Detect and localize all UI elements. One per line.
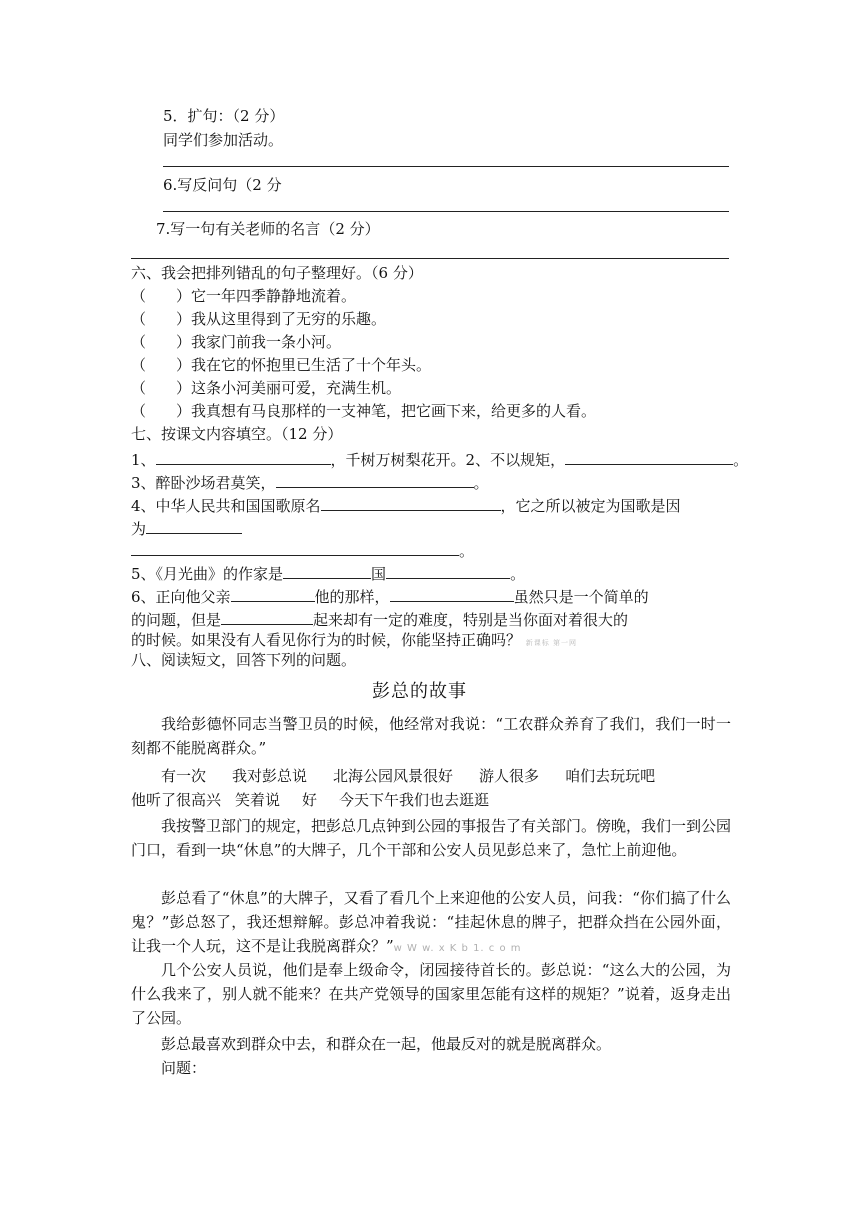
story-title: 彭总的故事 [372, 681, 467, 702]
fill-6-end: 虽然只是一个简单的 [513, 588, 649, 606]
fill-1-prefix: 1、 [131, 451, 156, 469]
p2-fragment: 北海公园风景很好 [333, 767, 454, 785]
fill-4-middle: ，它之所以被定为国歌是因 [500, 497, 681, 515]
fill-line-1 [131, 447, 748, 470]
q5-sentence: 同学们参加活动。 [163, 131, 284, 149]
story-paragraph-2b [131, 790, 489, 810]
watermark-1: 新课标 第一网 [525, 639, 578, 647]
fill-1-middle: ，千树万树梨花开。2、不以规矩， [330, 451, 566, 469]
p2-fragment: 我对彭总说 [232, 767, 308, 785]
fill-line-4c [131, 538, 474, 561]
section7-heading: 七、按课文内容填空。（12 分） [131, 425, 343, 443]
p2-fragment: 有一次 [161, 767, 207, 785]
fill-line-6b [131, 607, 628, 630]
fill-6-prefix: 6、正向他父亲 [131, 588, 231, 606]
p2-fragment: 好 [302, 791, 318, 809]
section6-item[interactable]: （ ）我真想有马良那样的一支神笔，把它画下来，给更多的人看。 [131, 402, 597, 420]
fill-line-4b [131, 516, 242, 539]
section6-item[interactable]: （ ）我家门前我一条小河。 [131, 333, 342, 351]
blank-7[interactable] [283, 561, 371, 579]
fill-4b-prefix: 为 [131, 520, 147, 538]
blank-11[interactable] [221, 607, 313, 625]
section8-heading: 八、阅读短文，回答下列的问题。 [131, 651, 357, 669]
section6-heading: 六、我会把排列错乱的句子整理好。（6 分） [131, 264, 423, 282]
fill-6-middle: 他的那样， [314, 588, 390, 606]
q7-answer-line[interactable] [131, 258, 729, 259]
fill-line-5 [131, 561, 525, 584]
fill-line-6 [131, 584, 649, 607]
q5-answer-line[interactable] [163, 166, 729, 167]
p2-fragment: 今天下午我们也去逛逛 [339, 791, 490, 809]
blank-6[interactable] [131, 538, 459, 556]
story-paragraph-1: 我给彭德怀同志当警卫员的时候，他经常对我说：“工农群众养育了我们，我们一时一刻都不能脱离群众。” [131, 715, 731, 757]
p2-fragment: 他听了很高兴 [131, 791, 222, 809]
p2-fragment: 笑着说 [235, 791, 281, 809]
questions-label: 问题： [161, 1059, 207, 1077]
blank-8[interactable] [386, 561, 510, 579]
section6-item[interactable]: （ ）我从这里得到了无穷的乐趣。 [131, 310, 387, 328]
fill-4c-end: 。 [459, 542, 475, 560]
story-paragraph-4 [131, 886, 731, 961]
fill-6b-middle: 起来却有一定的难度，特别是当你面对着很大的 [313, 611, 629, 629]
blank-10[interactable] [390, 584, 514, 602]
q5-heading: 5．扩句：（2 分） [163, 107, 285, 125]
blank-1[interactable] [156, 447, 331, 465]
fill-6c-text: 的时候。如果没有人看见你行为的时候，你能坚持正确吗？ [131, 631, 522, 649]
watermark-2: w W w. x K b 1. c o m [393, 943, 522, 954]
section6-item[interactable]: （ ）我在它的怀抱里已生活了十个年头。 [131, 356, 432, 374]
fill-5-prefix: 5、《月光曲》的作家是 [131, 565, 284, 583]
p2-fragment: 游人很多 [479, 767, 540, 785]
fill-5-middle: 国 [371, 565, 387, 583]
section6-item[interactable]: （ ）这条小河美丽可爱，充满生机。 [131, 379, 402, 397]
blank-9[interactable] [231, 584, 315, 602]
fill-3-end: 。 [473, 474, 489, 492]
q6-answer-line[interactable] [163, 211, 729, 212]
fill-6b-prefix: 的问题，但是 [131, 611, 222, 629]
story-paragraph-5: 几个公安人员说，他们是奉上级命令，闭园接待首长的。彭总说：“这么大的公园，为什么我来了，别人就不能来？在共产党领导的国家里怎能有这样的规矩？”说着，返身走出了公园。 [131, 961, 731, 1027]
fill-5-end: 。 [510, 565, 526, 583]
q7-heading: 7.写一句有关老师的名言（2 分） [156, 220, 380, 238]
blank-4[interactable] [321, 493, 501, 511]
fill-line-3 [131, 470, 489, 493]
blank-2[interactable] [565, 447, 733, 465]
q6-heading: 6.写反问句（2 分 [163, 176, 282, 194]
story-paragraph-3: 我按警卫部门的规定，把彭总几点钟到公园的事报告了有关部门。傍晚，我们一到公园门口，看到一块“休息”的大牌子，几个干部和公安人员见彭总来了，急忙上前迎他。 [131, 817, 732, 859]
blank-5[interactable] [146, 516, 242, 534]
fill-3-prefix: 3、醉卧沙场君莫笑， [131, 474, 276, 492]
blank-3[interactable] [276, 470, 474, 488]
story-paragraph-6: 彭总最喜欢到群众中去，和群众在一起，他最反对的就是脱离群众。 [161, 1035, 612, 1053]
fill-line-4 [131, 493, 681, 516]
p4-text: 彭总看了“休息”的大牌子，又看了看几个上来迎他的公安人员，问我：“你们搞了什么鬼？”彭总怒了，我还想辩解。彭总冲着我说：“挂起休息的牌子，把群众挡在公园外面，让我一个人玩，这不是让我脱离群众？” [131, 889, 731, 955]
fill-1-end: 。 [733, 451, 749, 469]
section6-item[interactable]: （ ）它一年四季静静地流着。 [131, 287, 357, 305]
fill-4-prefix: 4、中华人民共和国国歌原名 [131, 497, 321, 515]
story-paragraph-2a [161, 766, 655, 786]
p2-fragment: 咱们去玩玩吧 [565, 767, 656, 785]
